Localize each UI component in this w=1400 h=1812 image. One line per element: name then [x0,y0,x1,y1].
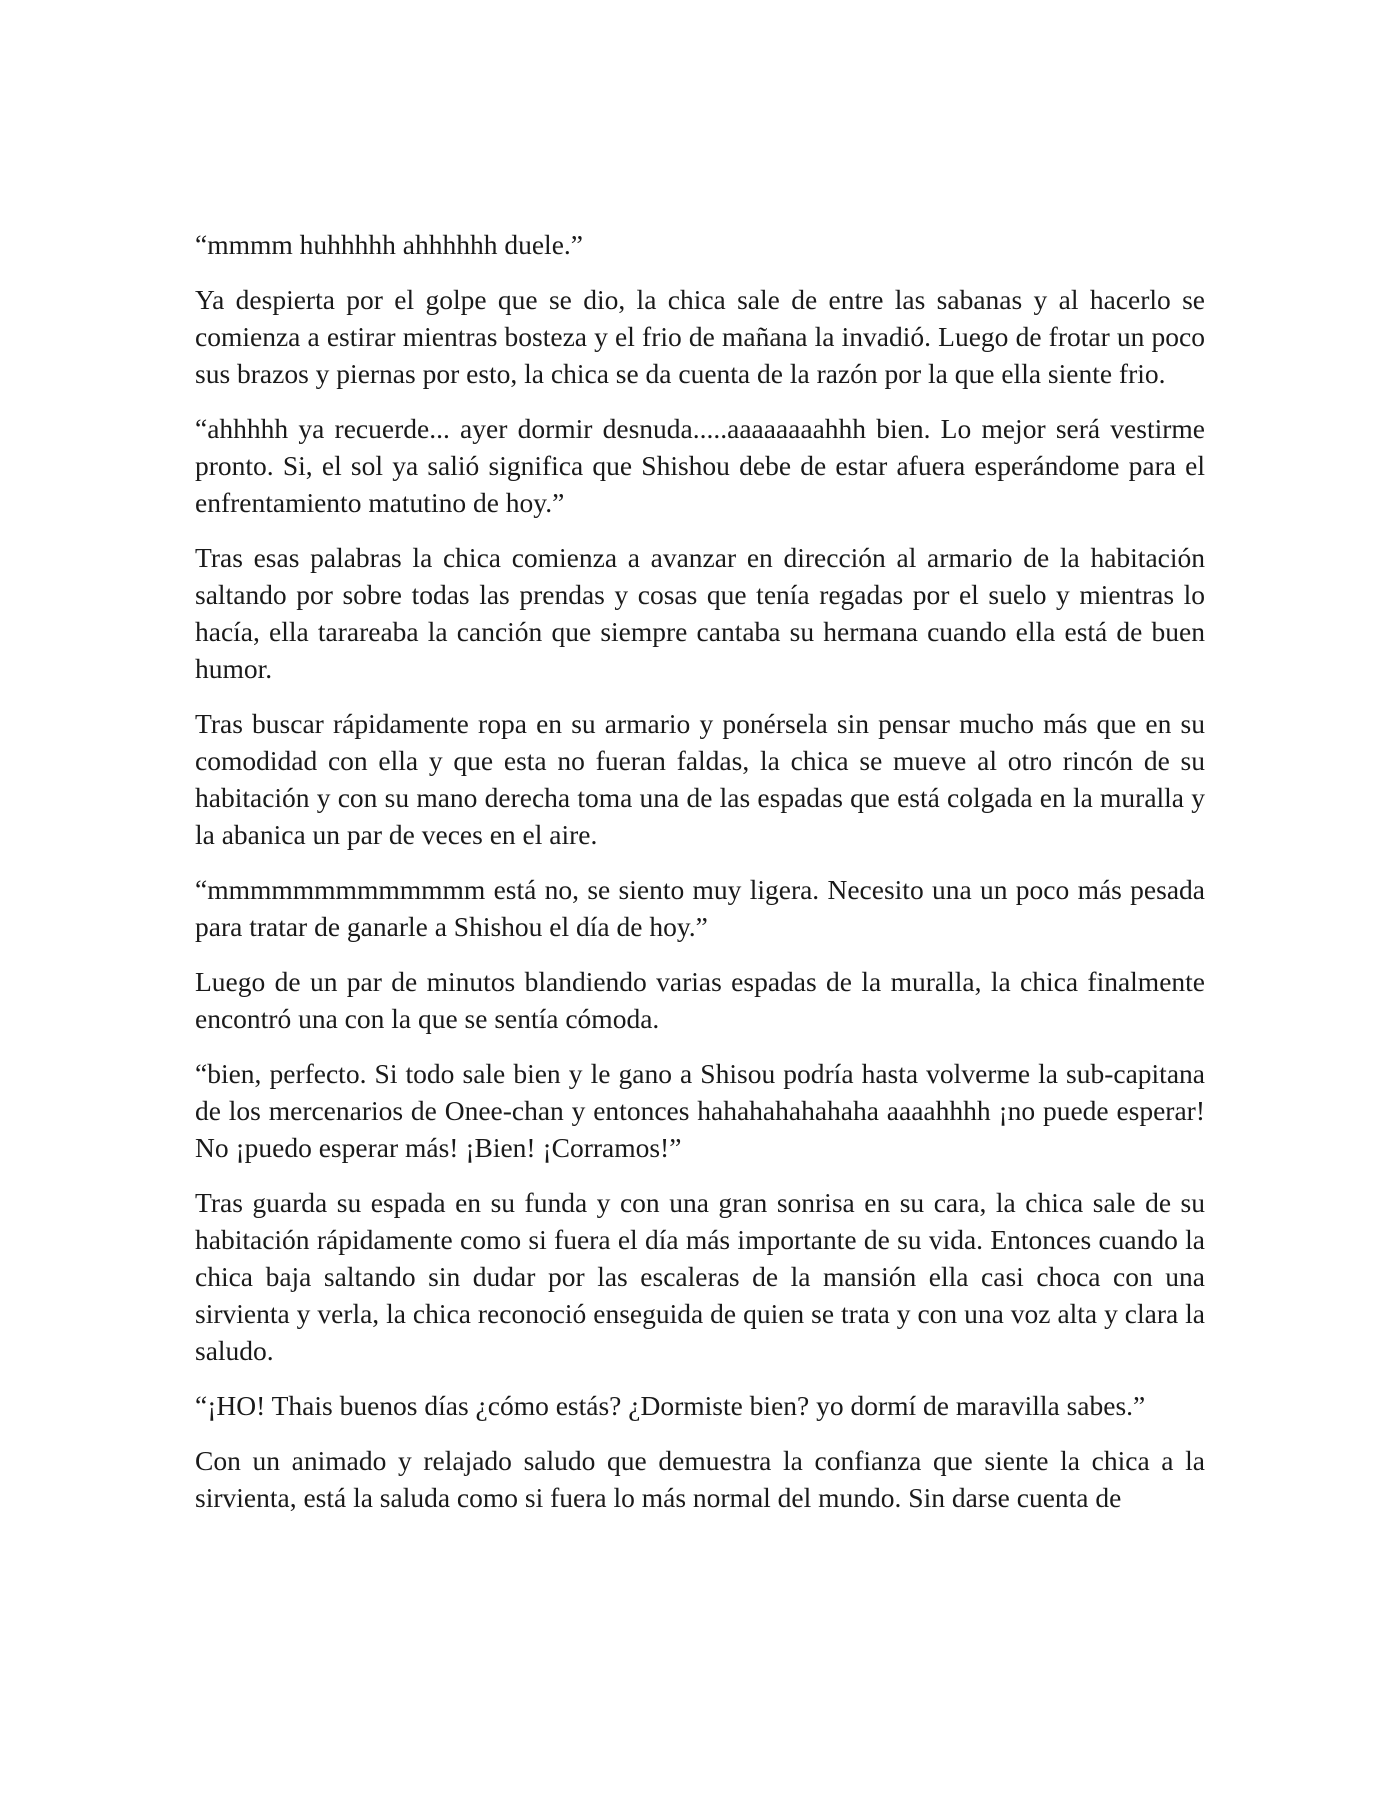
paragraph-10: “¡HO! Thais buenos días ¿cómo estás? ¿Dormiste bien? yo dormí de maravilla sabes.” [195,1390,1146,1421]
paragraph-1: “mmmm huhhhhh ahhhhhh duele.” [195,229,583,260]
paragraph-4: Tras esas palabras la chica comienza a avanzar en dirección al armario de la habitación saltando por sobre todas las prendas y cosas que tenía regadas por el suelo y mientras lo hacía, ella tarareaba la canción que siempre cantaba su hermana cuando ella está de buen humor. [195,542,1205,684]
paragraph-3: “ahhhhh ya recuerde... ayer dormir desnuda.....aaaaaaaahhh bien. Lo mejor será vestirme pronto. Si, el sol ya salió significa que Shishou debe de estar afuera esperándome para el enfrentamiento matutino de hoy.” [195,413,1205,518]
paragraph-6: “mmmmmmmmmmmmm está no, se siento muy ligera. Necesito una un poco más pesada para tratar de ganarle a Shishou el día de hoy.” [195,874,1205,942]
paragraph-2: Ya despierta por el golpe que se dio, la chica sale de entre las sabanas y al hacerlo se comienza a estirar mientras bosteza y el frio de mañana la invadió. Luego de frotar un poco sus brazos y piernas por esto, la chica se da cuenta de la razón por la que ella siente frio. [195,284,1205,389]
paragraph-9: Tras guarda su espada en su funda y con una gran sonrisa en su cara, la chica sale de su habitación rápidamente como si fuera el día más importante de su vida. Entonces cuando la chica baja saltando sin dudar por las escaleras de la mansión ella casi choca con una sirvienta y verla, la chica reconoció enseguida de quien se trata y con una voz alta y clara la saludo. [195,1187,1205,1366]
paragraph-11: Con un animado y relajado saludo que demuestra la confianza que siente la chica a la sirvienta, está la saluda como si fuera lo más normal del mundo. Sin darse cuenta de [195,1445,1205,1513]
body-text [195,226,1205,1534]
paragraph-8: “bien, perfecto. Si todo sale bien y le gano a Shisou podría hasta volverme la sub-capitana de los mercenarios de Onee-chan y entonces hahahahahahaha aaaahhhh ¡no puede esperar! No ¡puedo esperar más! ¡Bien! ¡Corramos!” [195,1058,1205,1163]
paragraph-7: Luego de un par de minutos blandiendo varias espadas de la muralla, la chica finalmente encontró una con la que se sentía cómoda. [195,966,1205,1034]
paragraph-5: Tras buscar rápidamente ropa en su armario y ponérsela sin pensar mucho más que en su comodidad con ella y que esta no fueran faldas, la chica se mueve al otro rincón de su habitación y con su mano derecha toma una de las espadas que está colgada en la muralla y la abanica un par de veces en el aire. [195,708,1205,850]
